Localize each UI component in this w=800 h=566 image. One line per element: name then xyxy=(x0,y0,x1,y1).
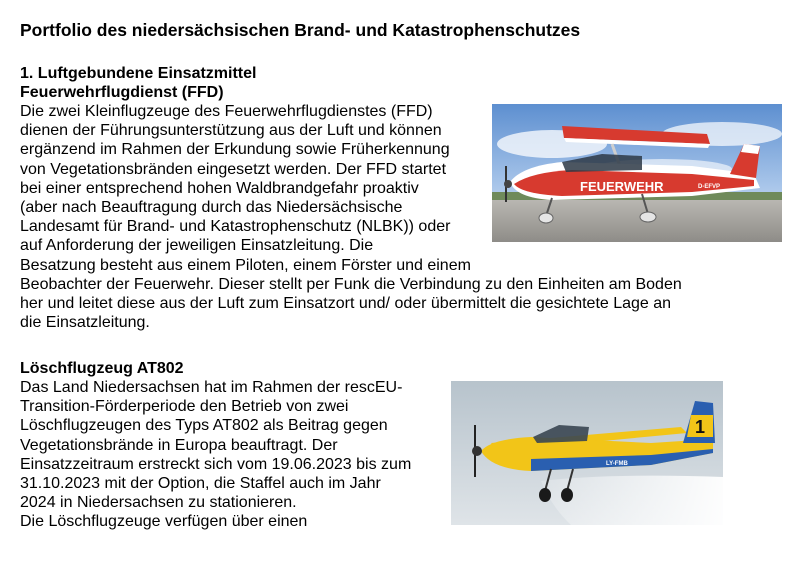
tail-number: 1 xyxy=(695,417,706,437)
text-line: von Vegetationsbränden eingesetzt werden. Der FFD startet xyxy=(20,160,447,178)
plane-registration: LY-FMB xyxy=(606,461,628,467)
text-line: Das Land Niedersachsen hat im Rahmen der rescEU- xyxy=(20,379,403,396)
text-line: ergänzend im Rahmen der Erkundung sowie Früherkennung xyxy=(20,141,450,159)
at802-plane-illustration xyxy=(451,381,723,525)
document-title: Portfolio des niedersächsischen Brand- und Katastrophenschutzes xyxy=(20,20,581,40)
photo-at802-plane xyxy=(451,381,723,525)
fuselage-lettering: FEUERWEHR xyxy=(580,179,664,194)
text-line: (aber nach Beauftragung durch das Niedersächsische xyxy=(20,199,403,217)
text-line: Löschflugzeugen des Typs AT802 als Beitrag gegen xyxy=(20,417,388,435)
text-line: her und leitet diese aus der Luft zum Einsatzort und/ oder übermittelt die gesichtete Lage an xyxy=(20,295,672,313)
feuerwehr-plane-illustration xyxy=(492,104,782,242)
text-line: Besatzung besteht aus einem Piloten, einem Förster und einem xyxy=(20,256,471,274)
text-line: Beobachter der Feuerwehr. Dieser stellt per Funk die Verbindung zu den Einheiten am Boden xyxy=(20,275,682,293)
text-line: Die Löschflugzeuge verfügen über einen xyxy=(20,513,308,531)
text-line: Vegetationsbrände in Europa beauftragt. Der xyxy=(20,436,338,454)
section-heading: Löschflugzeug AT802 xyxy=(20,360,184,377)
photo-feuerwehr-plane xyxy=(492,104,782,242)
section-heading: 1. Luftgebundene Einsatzmittel xyxy=(20,65,257,82)
subsection-heading: Feuerwehrflugdienst (FFD) xyxy=(20,84,224,101)
text-line: dienen der Führungsunterstützung aus der Luft und können xyxy=(20,122,442,140)
plane-registration: D-EFVP xyxy=(698,184,721,190)
text-line: Landesamt für Brand- und Katastrophenschutz (NLBK)) oder xyxy=(20,218,451,236)
text-line: bei einer entsprechend hohen Waldbrandgefahr proaktiv xyxy=(20,179,419,197)
text-line: auf Anforderung der jeweiligen Einsatzleitung. Die xyxy=(20,237,374,255)
text-line: 31.10.2023 mit der Option, die Staffel auch im Jahr xyxy=(20,475,381,493)
text-line: Die zwei Kleinflugzeuge des Feuerwehrflugdienstes (FFD) xyxy=(20,103,433,120)
text-line: 2024 in Niedersachsen zu stationieren. xyxy=(20,494,297,512)
text-line: die Einsatzleitung. xyxy=(20,314,150,332)
text-line: Transition-Förderperiode den Betrieb von zwei xyxy=(20,398,349,416)
text-line: Einsatzzeitraum erstreckt sich vom 19.06.2023 bis zum xyxy=(20,455,412,473)
